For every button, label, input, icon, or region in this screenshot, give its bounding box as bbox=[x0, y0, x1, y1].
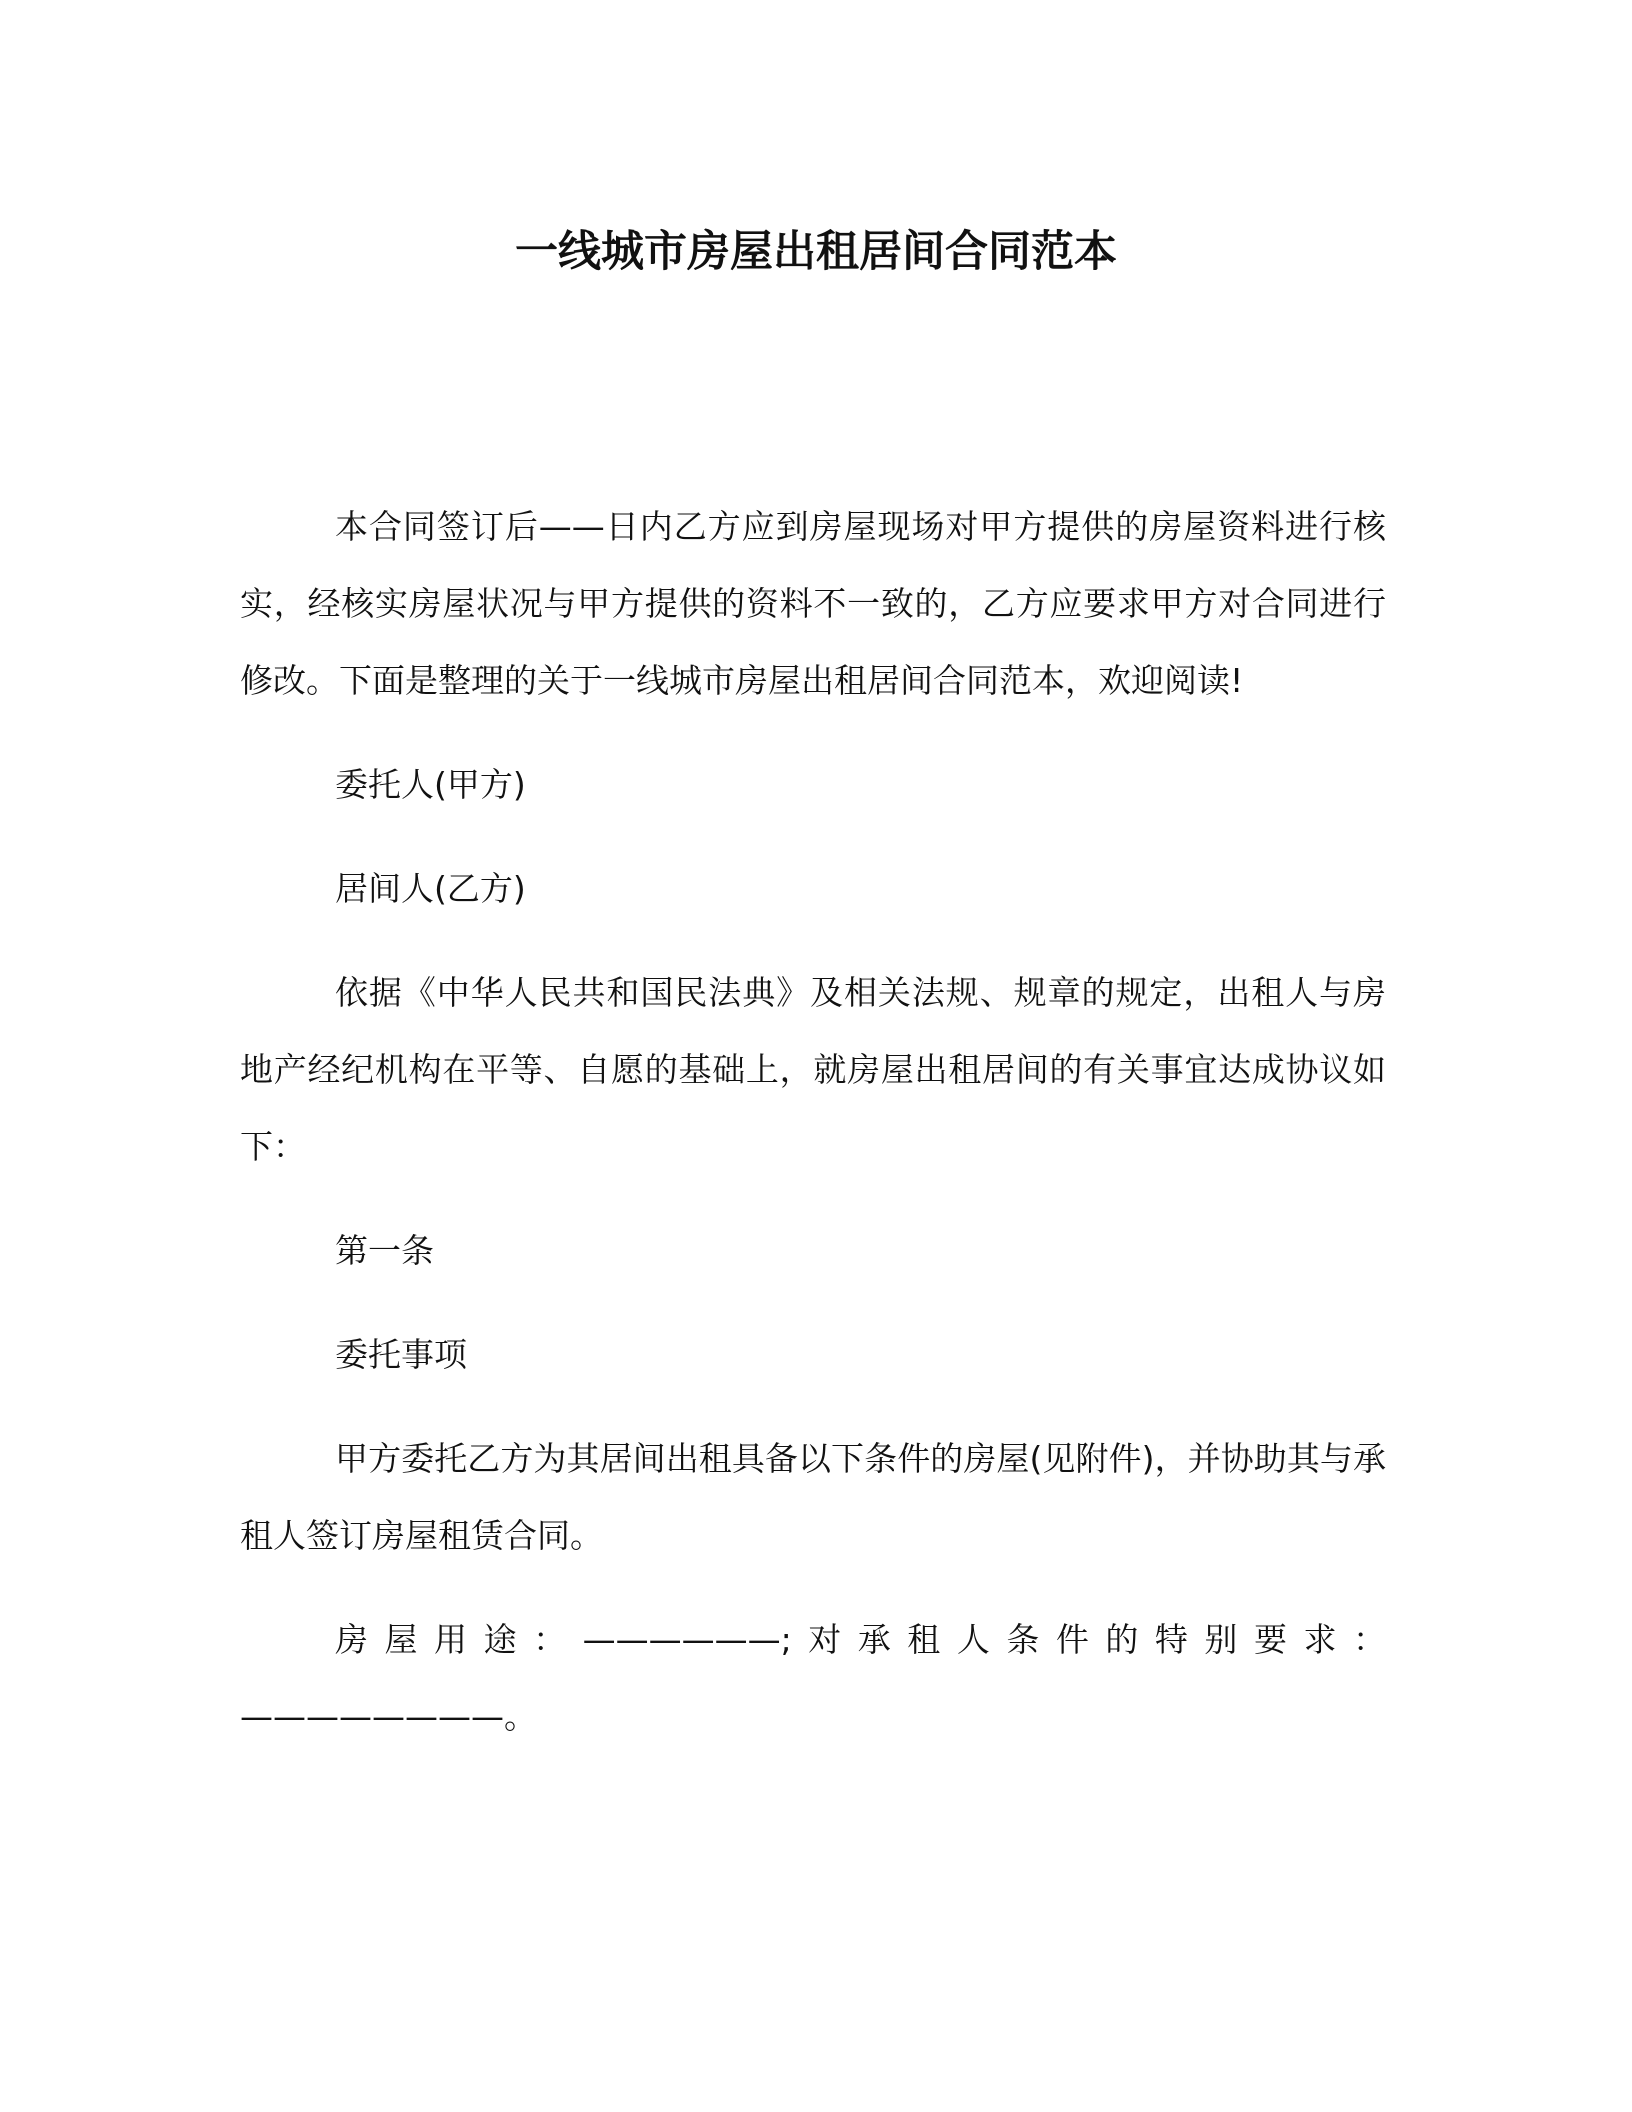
entrusted-matters-heading: 委托事项 bbox=[335, 1335, 467, 1374]
house-use-paragraph: 房屋用途：——————;对承租人条件的特别要求：————————。 bbox=[240, 1620, 1386, 1736]
party-a-line: 委托人(甲方) bbox=[335, 765, 526, 804]
legal-basis-paragraph: 依据《中华人民共和国民法典》及相关法规、规章的规定，出租人与房地产经纪机构在平等、自愿的基础上，就房屋出租居间的有关事宜达成协议如下： bbox=[240, 973, 1386, 1166]
document-body bbox=[240, 488, 1386, 1782]
document-title: 一线城市房屋出租居间合同范本 bbox=[515, 227, 1117, 277]
article-one-heading: 第一条 bbox=[335, 1231, 434, 1270]
party-b-line: 居间人(乙方) bbox=[335, 869, 526, 908]
intro-paragraph: 本合同签订后——日内乙方应到房屋现场对甲方提供的房屋资料进行核实，经核实房屋状况与甲方提供的资料不一致的，乙方应要求甲方对合同进行修改。下面是整理的关于一线城市房屋出租居间合同范本，欢迎阅读! bbox=[240, 507, 1386, 700]
entrustment-paragraph: 甲方委托乙方为其居间出租具备以下条件的房屋(见附件)，并协助其与承租人签订房屋租赁合同。 bbox=[240, 1439, 1386, 1555]
